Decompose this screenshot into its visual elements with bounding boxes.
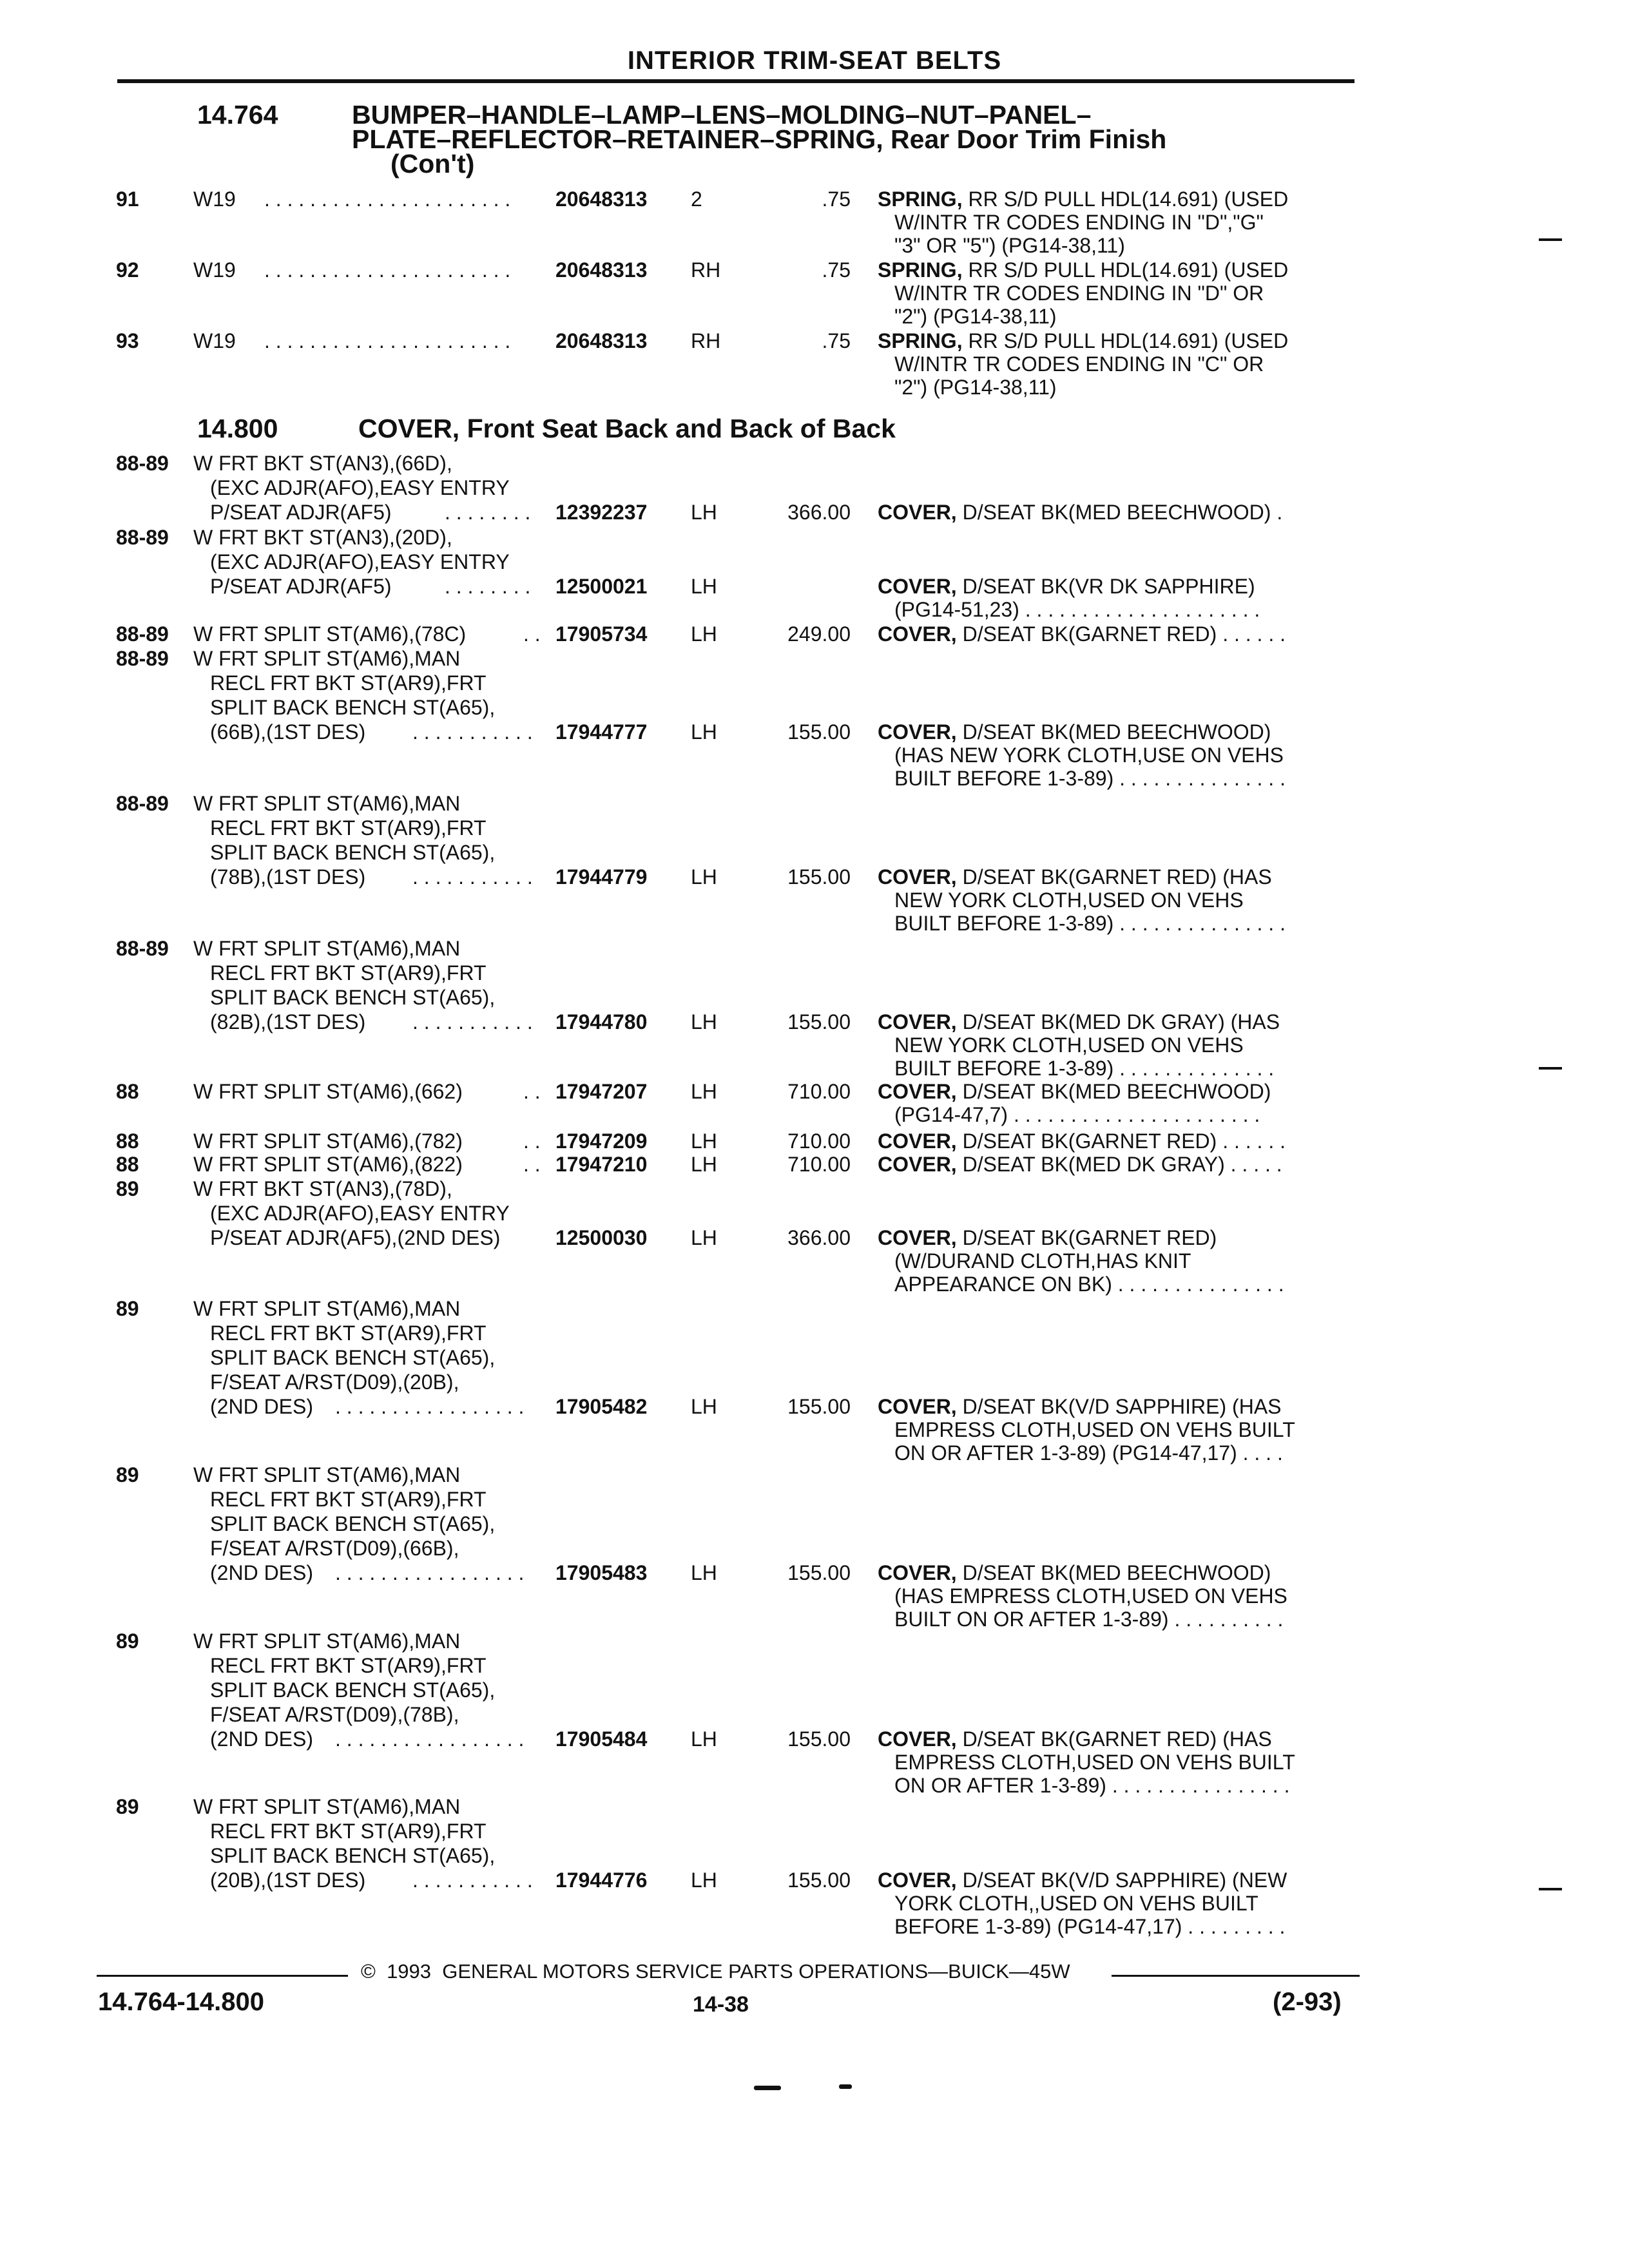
usage-line: W FRT SPLIT ST(AM6),MAN <box>193 937 461 960</box>
quantity: LH <box>691 1226 717 1249</box>
description-name: COVER, <box>878 1226 957 1249</box>
part-number: 17905734 <box>555 622 648 646</box>
usage-line: W FRT SPLIT ST(AM6),MAN <box>193 647 461 670</box>
description-name: COVER, <box>878 1727 957 1751</box>
section-number: 14.764 <box>197 100 278 130</box>
description-line: SPRING, RR S/D PULL HDL(14.691) (USED <box>878 258 1289 282</box>
usage-line: F/SEAT A/RST(D09),(78B), <box>210 1703 459 1726</box>
part-number: 20648313 <box>555 187 648 211</box>
usage-line: W FRT SPLIT ST(AM6),MAN <box>193 1297 461 1320</box>
usage-line: W FRT BKT ST(AN3),(78D), <box>193 1177 452 1200</box>
description-line: COVER, D/SEAT BK(GARNET RED) . . . . . . <box>878 1129 1286 1153</box>
description-line: ON OR AFTER 1-3-89) . . . . . . . . . . . . . . . . <box>894 1774 1290 1797</box>
leader-dots: . . <box>523 1080 541 1103</box>
margin-mark <box>1539 1888 1562 1890</box>
description-line: COVER, D/SEAT BK(GARNET RED) <box>878 1226 1217 1249</box>
description-line: YORK CLOTH,,USED ON VEHS BUILT <box>894 1892 1258 1915</box>
usage-line: W FRT SPLIT ST(AM6),MAN <box>193 792 461 815</box>
price: 155.00 <box>787 1010 851 1033</box>
usage-line: SPLIT BACK BENCH ST(A65), <box>210 696 496 719</box>
leader-dots: . . . . . . . . . . . . . . . . . . . . . . <box>264 258 511 282</box>
section-heading-14764 <box>197 102 1357 186</box>
usage-line: W FRT SPLIT ST(AM6),(782) <box>193 1129 463 1153</box>
description-line: BEFORE 1-3-89) (PG14-47,17) . . . . . . . . . <box>894 1915 1286 1938</box>
model-year: 88-89 <box>116 647 169 670</box>
usage-line: W FRT SPLIT ST(AM6),(822) <box>193 1153 463 1176</box>
model-year: 89 <box>116 1297 139 1320</box>
description-name: COVER, <box>878 1129 957 1153</box>
leader-dots: . . <box>523 622 541 646</box>
description-line: W/INTR TR CODES ENDING IN "D" OR <box>894 282 1264 305</box>
quantity: RH <box>691 329 721 352</box>
usage-line: (82B),(1ST DES) <box>210 1010 366 1033</box>
description-name: SPRING, <box>878 258 963 282</box>
leader-dots: . . . . . . . . . . . . . . . . . <box>335 1395 525 1418</box>
footer-rule-right <box>1112 1975 1360 1977</box>
leader-dots: . . . . . . . . . . . . . . . . . <box>335 1561 525 1584</box>
quantity: LH <box>691 1010 717 1033</box>
price: 366.00 <box>787 1226 851 1249</box>
usage-line: W FRT BKT ST(AN3),(66D), <box>193 452 452 475</box>
description-line: COVER, D/SEAT BK(GARNET RED) (HAS <box>878 865 1272 889</box>
price: 710.00 <box>787 1153 851 1176</box>
model-year: 88-89 <box>116 622 169 646</box>
usage-line: (2ND DES) <box>210 1561 314 1584</box>
section-title-line2: PLATE–REFLECTOR–RETAINER–SPRING, Rear Door Trim Finish <box>352 124 1167 154</box>
description-line: (W/DURAND CLOTH,HAS KNIT <box>894 1249 1191 1273</box>
usage-line: W19 <box>193 329 236 352</box>
description-name: COVER, <box>878 501 957 524</box>
description-line: COVER, D/SEAT BK(MED BEECHWOOD) <box>878 1080 1271 1103</box>
usage-line: W FRT BKT ST(AN3),(20D), <box>193 526 452 549</box>
description-line: "2") (PG14-38,11) <box>894 376 1057 399</box>
part-number: 17944779 <box>555 865 648 889</box>
model-year: 88-89 <box>116 526 169 549</box>
footer-section-range: 14.764-14.800 <box>98 1988 265 2016</box>
usage-line: P/SEAT ADJR(AF5),(2ND DES) <box>210 1226 501 1249</box>
description-line: BUILT BEFORE 1-3-89) . . . . . . . . . . . . . . <box>894 1057 1275 1080</box>
description-line: COVER, D/SEAT BK(MED DK GRAY) . . . . . <box>878 1153 1282 1176</box>
footer-page-number: 14-38 <box>693 1992 749 2017</box>
price: 155.00 <box>787 1395 851 1418</box>
usage-line: (20B),(1ST DES) <box>210 1869 366 1892</box>
model-year: 88 <box>116 1153 139 1176</box>
quantity: LH <box>691 1869 717 1892</box>
description-line: EMPRESS CLOTH,USED ON VEHS BUILT <box>894 1751 1295 1774</box>
quantity: LH <box>691 1129 717 1153</box>
margin-mark <box>1539 238 1562 241</box>
description-line: SPRING, RR S/D PULL HDL(14.691) (USED <box>878 187 1289 211</box>
description-line: W/INTR TR CODES ENDING IN "C" OR <box>894 352 1264 376</box>
description-line: COVER, D/SEAT BK(GARNET RED) (HAS <box>878 1727 1272 1751</box>
description-line: (PG14-47,7) . . . . . . . . . . . . . . . . . . . . . . <box>894 1103 1260 1126</box>
leader-dots: . . . . . . . . . . . <box>412 720 533 744</box>
part-number: 17905483 <box>555 1561 648 1584</box>
usage-line: (78B),(1ST DES) <box>210 865 366 889</box>
description-line: APPEARANCE ON BK) . . . . . . . . . . . . . . . <box>894 1273 1284 1296</box>
part-number: 17905484 <box>555 1727 648 1751</box>
usage-line: RECL FRT BKT ST(AR9),FRT <box>210 961 487 985</box>
footer-date: (2-93) <box>1273 1988 1342 2016</box>
description-line: (PG14-51,23) . . . . . . . . . . . . . . . . . . . . . <box>894 598 1260 621</box>
description-line: COVER, D/SEAT BK(V/D SAPPHIRE) (NEW <box>878 1869 1287 1892</box>
part-number: 17944780 <box>555 1010 648 1033</box>
quantity: LH <box>691 1080 717 1103</box>
description-name: COVER, <box>878 1869 957 1892</box>
leader-dots: . . . . . . . . . . . <box>412 1869 533 1892</box>
leader-dots: . . . . . . . . . . . . . . . . . . . . . . <box>264 187 511 211</box>
description-line: ON OR AFTER 1-3-89) (PG14-47,17) . . . . <box>894 1441 1283 1465</box>
description-line: W/INTR TR CODES ENDING IN "D","G" <box>894 211 1264 234</box>
description-name: SPRING, <box>878 329 963 352</box>
usage-line: RECL FRT BKT ST(AR9),FRT <box>210 1488 487 1511</box>
part-number: 12392237 <box>555 501 648 524</box>
usage-line: SPLIT BACK BENCH ST(A65), <box>210 1844 496 1867</box>
description-line: "3" OR "5") (PG14-38,11) <box>894 234 1125 257</box>
section-heading-14800 <box>197 416 1357 445</box>
part-number: 17905482 <box>555 1395 648 1418</box>
description-line: COVER, D/SEAT BK(MED BEECHWOOD) <box>878 1561 1271 1584</box>
description-name: COVER, <box>878 1010 957 1033</box>
scan-mark <box>754 2086 781 2090</box>
usage-line: SPLIT BACK BENCH ST(A65), <box>210 1512 496 1535</box>
usage-line: F/SEAT A/RST(D09),(20B), <box>210 1370 459 1394</box>
model-year: 89 <box>116 1463 139 1486</box>
price: .75 <box>822 187 851 211</box>
description-line: BUILT ON OR AFTER 1-3-89) . . . . . . . . . . <box>894 1608 1284 1631</box>
model-year: 88-89 <box>116 792 169 815</box>
leader-dots: . . . . . . . . <box>445 501 531 524</box>
description-line: COVER, D/SEAT BK(VR DK SAPPHIRE) <box>878 575 1255 598</box>
usage-line: RECL FRT BKT ST(AR9),FRT <box>210 1654 487 1677</box>
model-year: 88-89 <box>116 937 169 960</box>
quantity: 2 <box>691 187 702 211</box>
price: 155.00 <box>787 720 851 744</box>
quantity: LH <box>691 575 717 598</box>
page-header-title: INTERIOR TRIM-SEAT BELTS <box>627 46 1002 75</box>
model-year: 89 <box>116 1795 139 1818</box>
model-year: 91 <box>116 187 139 211</box>
leader-dots: . . <box>523 1153 541 1176</box>
usage-line: P/SEAT ADJR(AF5) <box>210 575 392 598</box>
leader-dots: . . <box>523 1129 541 1153</box>
description-name: COVER, <box>878 865 957 889</box>
description-line: NEW YORK CLOTH,USED ON VEHS <box>894 889 1244 912</box>
description-line: COVER, D/SEAT BK(MED BEECHWOOD) . <box>878 501 1283 524</box>
leader-dots: . . . . . . . . . . . . . . . . . <box>335 1727 525 1751</box>
description-line: COVER, D/SEAT BK(MED BEECHWOOD) <box>878 720 1271 744</box>
description-name: COVER, <box>878 622 957 646</box>
description-line: "2") (PG14-38,11) <box>894 305 1057 328</box>
price: 249.00 <box>787 622 851 646</box>
usage-line: SPLIT BACK BENCH ST(A65), <box>210 986 496 1009</box>
part-number: 20648313 <box>555 258 648 282</box>
description-name: SPRING, <box>878 187 963 211</box>
model-year: 93 <box>116 329 139 352</box>
part-number: 12500021 <box>555 575 648 598</box>
description-name: COVER, <box>878 1561 957 1584</box>
footer-rule-left <box>97 1975 348 1977</box>
usage-line: (2ND DES) <box>210 1727 314 1751</box>
usage-line: P/SEAT ADJR(AF5) <box>210 501 392 524</box>
usage-line: SPLIT BACK BENCH ST(A65), <box>210 1346 496 1369</box>
usage-line: SPLIT BACK BENCH ST(A65), <box>210 1678 496 1702</box>
model-year: 88 <box>116 1080 139 1103</box>
usage-line: (EXC ADJR(AFO),EASY ENTRY <box>210 1202 510 1225</box>
quantity: LH <box>691 1561 717 1584</box>
usage-line: SPLIT BACK BENCH ST(A65), <box>210 841 496 864</box>
price: 710.00 <box>787 1129 851 1153</box>
usage-line: F/SEAT A/RST(D09),(66B), <box>210 1537 459 1560</box>
usage-line: W19 <box>193 187 236 211</box>
price: 366.00 <box>787 501 851 524</box>
model-year: 92 <box>116 258 139 282</box>
quantity: LH <box>691 1727 717 1751</box>
usage-line: RECL FRT BKT ST(AR9),FRT <box>210 671 487 695</box>
usage-line: RECL FRT BKT ST(AR9),FRT <box>210 1820 487 1843</box>
description-line: COVER, D/SEAT BK(GARNET RED) . . . . . . <box>878 622 1286 646</box>
header-rule <box>117 79 1354 83</box>
description-line: COVER, D/SEAT BK(MED DK GRAY) (HAS <box>878 1010 1280 1033</box>
description-line: NEW YORK CLOTH,USED ON VEHS <box>894 1033 1244 1057</box>
margin-mark <box>1539 1067 1562 1070</box>
description-name: COVER, <box>878 1395 957 1418</box>
section-number: 14.800 <box>197 414 278 443</box>
description-name: COVER, <box>878 1153 957 1176</box>
usage-line: W FRT SPLIT ST(AM6),MAN <box>193 1463 461 1486</box>
usage-line: W FRT SPLIT ST(AM6),MAN <box>193 1629 461 1653</box>
part-number: 12500030 <box>555 1226 648 1249</box>
usage-line: (EXC ADJR(AFO),EASY ENTRY <box>210 476 510 499</box>
description-line: BUILT BEFORE 1-3-89) . . . . . . . . . . . . . . . <box>894 912 1286 935</box>
leader-dots: . . . . . . . . . . . . . . . . . . . . . . <box>264 329 511 352</box>
price: 710.00 <box>787 1080 851 1103</box>
price: .75 <box>822 329 851 352</box>
section-title: COVER, Front Seat Back and Back of Back <box>358 414 896 443</box>
model-year: 89 <box>116 1629 139 1653</box>
quantity: LH <box>691 1395 717 1418</box>
section-title-line1: BUMPER–HANDLE–LAMP–LENS–MOLDING–NUT–PANEL– <box>352 100 1092 130</box>
price: 155.00 <box>787 1869 851 1892</box>
part-number: 17947207 <box>555 1080 648 1103</box>
model-year: 89 <box>116 1177 139 1200</box>
usage-line: (66B),(1ST DES) <box>210 720 366 744</box>
scan-mark <box>839 2084 852 2089</box>
leader-dots: . . . . . . . . <box>445 575 531 598</box>
quantity: LH <box>691 1153 717 1176</box>
description-line: (HAS EMPRESS CLOTH,USED ON VEHS <box>894 1584 1287 1608</box>
leader-dots: . . . . . . . . . . . <box>412 1010 533 1033</box>
usage-line: W FRT SPLIT ST(AM6),MAN <box>193 1795 461 1818</box>
description-name: COVER, <box>878 720 957 744</box>
usage-line: (2ND DES) <box>210 1395 314 1418</box>
quantity: LH <box>691 865 717 889</box>
quantity: LH <box>691 720 717 744</box>
quantity: RH <box>691 258 721 282</box>
section-title-line3: (Con't) <box>390 149 475 178</box>
part-number: 17947210 <box>555 1153 648 1176</box>
usage-line: RECL FRT BKT ST(AR9),FRT <box>210 816 487 840</box>
price: 155.00 <box>787 1727 851 1751</box>
leader-dots: . . . . . . . . . . . <box>412 865 533 889</box>
part-number: 20648313 <box>555 329 648 352</box>
part-number: 17947209 <box>555 1129 648 1153</box>
description-line: BUILT BEFORE 1-3-89) . . . . . . . . . . . . . . . <box>894 767 1286 790</box>
part-number: 17944776 <box>555 1869 648 1892</box>
description-line: COVER, D/SEAT BK(V/D SAPPHIRE) (HAS <box>878 1395 1282 1418</box>
part-number: 17944777 <box>555 720 648 744</box>
quantity: LH <box>691 622 717 646</box>
description-line: (HAS NEW YORK CLOTH,USE ON VEHS <box>894 744 1284 767</box>
quantity: LH <box>691 501 717 524</box>
usage-line: W19 <box>193 258 236 282</box>
usage-line: RECL FRT BKT ST(AR9),FRT <box>210 1321 487 1345</box>
price: 155.00 <box>787 865 851 889</box>
usage-line: (EXC ADJR(AFO),EASY ENTRY <box>210 550 510 573</box>
price: .75 <box>822 258 851 282</box>
description-name: COVER, <box>878 1080 957 1103</box>
usage-line: W FRT SPLIT ST(AM6),(662) <box>193 1080 463 1103</box>
description-line: EMPRESS CLOTH,USED ON VEHS BUILT <box>894 1418 1295 1441</box>
price: 155.00 <box>787 1561 851 1584</box>
description-name: COVER, <box>878 575 957 598</box>
model-year: 88-89 <box>116 452 169 475</box>
footer-copyright: © 1993 GENERAL MOTORS SERVICE PARTS OPERATIONS—BUICK—45W <box>361 1960 1070 1983</box>
usage-line: W FRT SPLIT ST(AM6),(78C) <box>193 622 467 646</box>
description-line: SPRING, RR S/D PULL HDL(14.691) (USED <box>878 329 1289 352</box>
model-year: 88 <box>116 1129 139 1153</box>
